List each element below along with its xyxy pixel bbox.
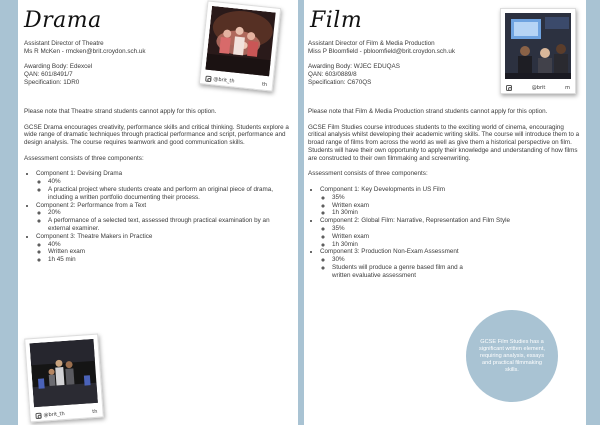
- drama-lead-contact[interactable]: Ms R McKen - rmcken@brit.croydon.sch.uk: [24, 47, 146, 55]
- drama-lead-role: Assistant Director of Theatre: [24, 40, 104, 47]
- component-detail: ◦ A practical project where students create and perform an original piece of drama, including a written portfolio documenting their process.: [48, 186, 292, 202]
- film-body: [308, 108, 582, 280]
- photo-mark: th: [92, 408, 98, 416]
- drama-component-2: [36, 202, 292, 233]
- film-component-1: [320, 186, 582, 217]
- instagram-icon: [205, 76, 212, 83]
- film-lead-role: Assistant Director of Film & Media Production: [308, 40, 435, 47]
- drama-component-3: [36, 233, 292, 264]
- drama-intro: GCSE Drama encourages creativity, performance skills and critical thinking. Students explore a wide range of dramatic techniques through practical performance and script, performance and design analysis. The course requires teamwork and good communication skills.: [24, 123, 289, 147]
- drama-assessment-heading: Assessment consists of three components:: [24, 154, 144, 162]
- film-callout-circle: [466, 310, 558, 402]
- component-name: Component 2: Global Film: Narrative, Representation and Film Style: [320, 217, 511, 225]
- photo-handle: @brit_th: [43, 411, 65, 419]
- film-callout-text: GCSE Film Studies has a significant written element, requiring analysis, essays and practical filmmaking skills.: [479, 338, 545, 373]
- drama-stage-image: [29, 339, 97, 407]
- component-detail: ◦ Students will produce a genre based film and a written evaluative assessment: [332, 264, 470, 280]
- component-detail: ◦ 1h 30min: [332, 241, 582, 249]
- photo-handle: @brit_th: [213, 76, 235, 85]
- component-detail: ◦ 35%: [332, 225, 582, 233]
- drama-title: Drama: [24, 8, 102, 33]
- drama-photo-bottom-caption: [35, 409, 97, 419]
- photo-handle: @brit: [531, 85, 546, 91]
- film-qan: QAN: 603/0889/8: [308, 71, 357, 79]
- component-detail: ◦ Written exam: [48, 248, 292, 256]
- drama-stage-photo: [29, 339, 97, 407]
- drama-photo-image: [205, 6, 275, 76]
- component-name: Component 2: Performance from a Text: [36, 201, 147, 209]
- film-photo: [500, 8, 576, 94]
- component-detail: ◦ 35%: [332, 194, 582, 202]
- instagram-icon: [506, 85, 512, 91]
- film-intro: GCSE Film Studies course introduces students to the exciting world of cinema, encouraging critical analysis whilst developing their academic writing skills. The course will introduce them to a broad range of films from across the world as well as give them a historical perspective on film. Students will have their own opportunity to apply their knowledge and understanding of how films are constructed to their own filmmaking and screenwriting.: [308, 123, 580, 162]
- photo-mark: m: [565, 85, 570, 91]
- film-contact-block: [308, 40, 508, 87]
- film-photo-image: [505, 13, 571, 79]
- component-detail: ◦ 30%: [332, 256, 470, 264]
- photo-mark: th: [261, 81, 268, 89]
- component-detail: ◦ 20%: [48, 209, 292, 217]
- drama-contact-block: [24, 40, 224, 87]
- film-assessment-heading: Assessment consists of three components:: [308, 170, 428, 178]
- drama-component-1: [36, 170, 292, 201]
- drama-qan: QAN: 601/8491/7: [24, 71, 73, 79]
- component-detail: ◦ 1h 30min: [332, 209, 582, 217]
- drama-spec: Specification: 1DR0: [24, 78, 80, 86]
- component-detail: ◦ Written exam: [332, 202, 582, 210]
- component-name: Component 3: Theatre Makers in Practice: [36, 232, 153, 240]
- component-detail: ◦ A performance of a selected text, assessed through practical examination by an external examiner.: [48, 217, 292, 233]
- film-photo-caption: [506, 85, 570, 91]
- component-detail: ◦ 40%: [48, 241, 292, 249]
- film-spec: Specification: C670QS: [308, 78, 372, 86]
- component-detail: ◦ 1h 45 min: [48, 256, 292, 264]
- film-component-2: [320, 217, 582, 248]
- film-note: Please note that Film & Media Production strand students cannot apply for this option.: [308, 108, 548, 115]
- film-component-3: [320, 248, 582, 279]
- film-components: [308, 186, 582, 280]
- component-name: Component 1: Key Developments in US Film: [320, 185, 445, 193]
- component-detail: ◦ 40%: [48, 178, 292, 186]
- film-lead-contact[interactable]: Miss P Bloomfield - pbloomfield@brit.croydon.sch.uk: [308, 47, 455, 55]
- drama-performance-photo: [205, 6, 275, 76]
- drama-body: [24, 108, 292, 264]
- drama-components: [24, 170, 292, 264]
- instagram-icon: [35, 413, 41, 419]
- drama-photo-top: [199, 0, 281, 91]
- drama-awarding-body: Awarding Body: Edexcel: [24, 63, 93, 71]
- drama-note: Please note that Theatre strand students cannot apply for this option.: [24, 108, 217, 115]
- component-detail: ◦ Written exam: [332, 233, 582, 241]
- film-awarding-body: Awarding Body: WJEC EDUQAS: [308, 63, 400, 71]
- film-title: Film: [310, 8, 363, 33]
- component-name: Component 1: Devising Drama: [36, 170, 123, 178]
- component-name: Component 3: Production Non-Exam Assessment: [320, 248, 459, 256]
- drama-photo-bottom: [24, 334, 104, 423]
- film-classroom-photo: [505, 13, 571, 79]
